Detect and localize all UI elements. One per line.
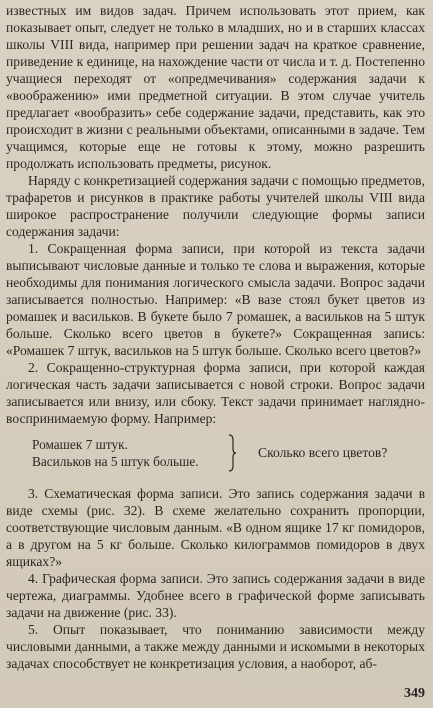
page-body — [6, 2, 425, 672]
example-line-daisies: Ромашек 7 штук. — [32, 437, 128, 452]
paragraph-intro: известных им видов задач. Причем использовать этот прием, как показывает опыт, следует не только в младших, но и в старших классах школы VIII вида, например при решении задач на краткое сравнение, приведение к единице, на нахождение части от числа и т. д. Постепенно учащиеся переходят от «опредмечивания» содержания задачи к «воображению» ими предметной ситуации. В этом случае учитель предлагает «вообразить» себе содержание задачи, представить, как это происходит в жизни с реальными объектами, описанными в задаче. Тем учащимся, которые еще не готовы к этому, можно разрешить продолжать использовать предметы, рисунок. — [6, 3, 425, 171]
example-lines — [32, 436, 199, 470]
page-number: 349 — [404, 686, 425, 701]
paragraph-structural-form: 2. Сокращенно-структурная форма записи, при которой каждая логическая часть задачи записывается с новой строки. Вопрос задачи записывается или внизу, или сбоку. Текст задачи принимает наглядно-воспринимаемую форму. Например: — [6, 360, 425, 426]
paragraph-schematic-form: 3. Схематическая форма записи. Это запись содержания задачи в виде схемы (рис. 32). В схеме желательно сохранить пропорции, соответствующие числовым данным. «В одном ящике 17 кг помидоров, а в другом на 5 кг больше. Сколько килограммов помидоров в двух ящиках?» — [6, 486, 425, 569]
paragraph-graphic-form: 4. Графическая форма записи. Это запись содержания задачи в виде чертежа, диаграммы. Удобнее всего в графической форме записывать задачи на движение (рис. 33). — [6, 571, 425, 620]
curly-brace-icon — [228, 434, 236, 472]
structural-example — [32, 433, 425, 479]
paragraph-experience: 5. Опыт показывает, что пониманию зависимости между числовыми данными, а также между данными и искомыми в некоторых задачах способствует не конкретизация условия, а наоборот, аб- — [6, 622, 425, 671]
example-question: Сколько всего цветов? — [258, 445, 388, 460]
paragraph-forms-intro: Наряду с конкретизацией содержания задачи с помощью предметов, трафаретов и рисунков в практике работы учителей школы VIII вида широкое распространение получили следующие формы записи содержания задачи: — [6, 173, 425, 239]
example-line-cornflowers: Васильков на 5 штук больше. — [32, 454, 199, 469]
paragraph-short-form: 1. Сокращенная форма записи, при которой из текста задачи выписывают числовые данные и только те слова и выражения, которые необходимы для понимания логического смысла задачи. Вопрос задачи записывается полностью. Например: «В вазе стоял букет цветов из ромашек и васильков. В букете было 7 ромашек, а васильков на 5 штук больше. Сколько всего цветов в букете?» Сокращенная запись: «Ромашек 7 штук, васильков на 5 штук больше. Сколько всего цветов?» — [6, 241, 425, 358]
